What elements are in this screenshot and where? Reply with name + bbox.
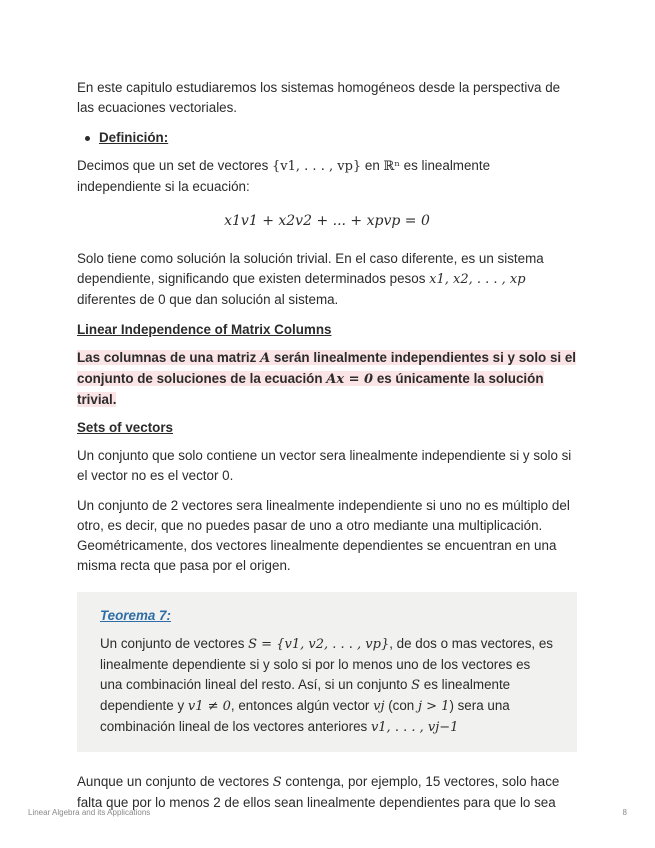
matrix-text-a: Las columnas de una matriz xyxy=(77,350,261,365)
matrix-text-c: es únicamente la solución trivial. xyxy=(77,371,544,407)
theorem-text-2: , de dos o mas vectores, es linealmente dependiente si y solo si por lo menos uno de los vectores es una combinación lineal del resto. Así, si un conjunto xyxy=(100,636,553,692)
sets-heading: Sets of vectors xyxy=(77,420,174,435)
solution-text-b: diferentes de 0 que dan solución al sistema. xyxy=(77,292,339,307)
solution-paragraph xyxy=(77,249,577,310)
definition-bullet xyxy=(77,128,577,148)
theorem-callout xyxy=(77,592,577,752)
set-S-definition-math: S = {v1, v2, . . . , vp} xyxy=(248,637,390,652)
footer-page-number: 8 xyxy=(622,808,627,817)
definition-text-c: es linealmente independiente si la ecuación: xyxy=(77,158,491,194)
matrix-columns-highlight xyxy=(77,348,577,410)
theorem-text-6: ) sera una combinación lineal de los vectores anteriores xyxy=(100,698,510,734)
theorem-text-1: Un conjunto de vectores xyxy=(100,636,249,651)
real-space-math: ℝⁿ xyxy=(383,159,400,174)
definition-text-a: Decimos que un set de vectores xyxy=(77,158,273,173)
closing-text-2: contenga, por ejemplo, 15 vectores, solo hace falta que por lo menos 2 de ellos sean linealmente dependientes para que lo sea xyxy=(77,774,560,810)
definition-label: Definición: xyxy=(99,130,169,145)
bullet-dot-icon xyxy=(85,136,90,141)
sets-paragraph-2: Un conjunto de 2 vectores sera linealmente independiente si uno no es múltiplo del otro, es decir, que no puedes pasar de uno a otro mediante una multiplicación. Geométricamente, dos vectores linealmente dependientes se encuentran en una misma recta que pasa por el origen. xyxy=(77,498,570,573)
theorem-text-4: , entonces algún vector xyxy=(230,698,374,713)
ax-equation-math: Ax = 0 xyxy=(326,372,374,387)
previous-vectors-math: v1, . . . , vj−1 xyxy=(370,720,459,735)
independence-equation: x1v1 + x2v2 + ... + xpvp = 0 xyxy=(224,213,430,229)
set-S-math: S xyxy=(411,678,421,693)
closing-set-S-math: S xyxy=(272,775,282,790)
solution-text-a: Solo tiene como solución la solución trivial. En el caso diferente, es un sistema dependiente, significando que existen determinados pesos xyxy=(77,251,544,286)
definition-paragraph xyxy=(77,156,577,197)
theorem-title: Teorema 7: xyxy=(100,608,171,623)
footer-book-title: Linear Algebra and its Applications xyxy=(28,808,151,817)
matrix-A-math: A xyxy=(260,351,271,366)
j-condition-math: j > 1 xyxy=(417,699,450,714)
theorem-text-5: (con xyxy=(384,698,418,713)
definition-text-b: en xyxy=(361,158,384,173)
theorem-text xyxy=(100,634,555,738)
closing-paragraph xyxy=(77,772,577,813)
weights-math: x1, x2, . . . , xp xyxy=(429,272,526,287)
vector-set-math: {v1, . . . , vp} xyxy=(272,159,362,174)
theorem-text-3: es linealmente dependiente y xyxy=(100,677,511,713)
matrix-text-b: serán linealmente independientes si y solo si el conjunto de soluciones de la ecuación xyxy=(77,350,577,386)
intro-paragraph: En este capitulo estudiaremos los sistemas homogéneos desde la perspectiva de las ecuaciones vectoriales. xyxy=(77,80,561,115)
sets-paragraph-1: Un conjunto que solo contiene un vector sera linealmente independiente si y solo si el vector no es el vector 0. xyxy=(77,448,572,483)
closing-text-1: Aunque un conjunto de vectores xyxy=(77,774,273,789)
vj-math: vj xyxy=(373,699,385,714)
page-content xyxy=(77,78,577,823)
v1-nonzero-math: v1 ≠ 0 xyxy=(187,699,231,714)
matrix-columns-heading: Linear Independence of Matrix Columns xyxy=(77,322,332,337)
